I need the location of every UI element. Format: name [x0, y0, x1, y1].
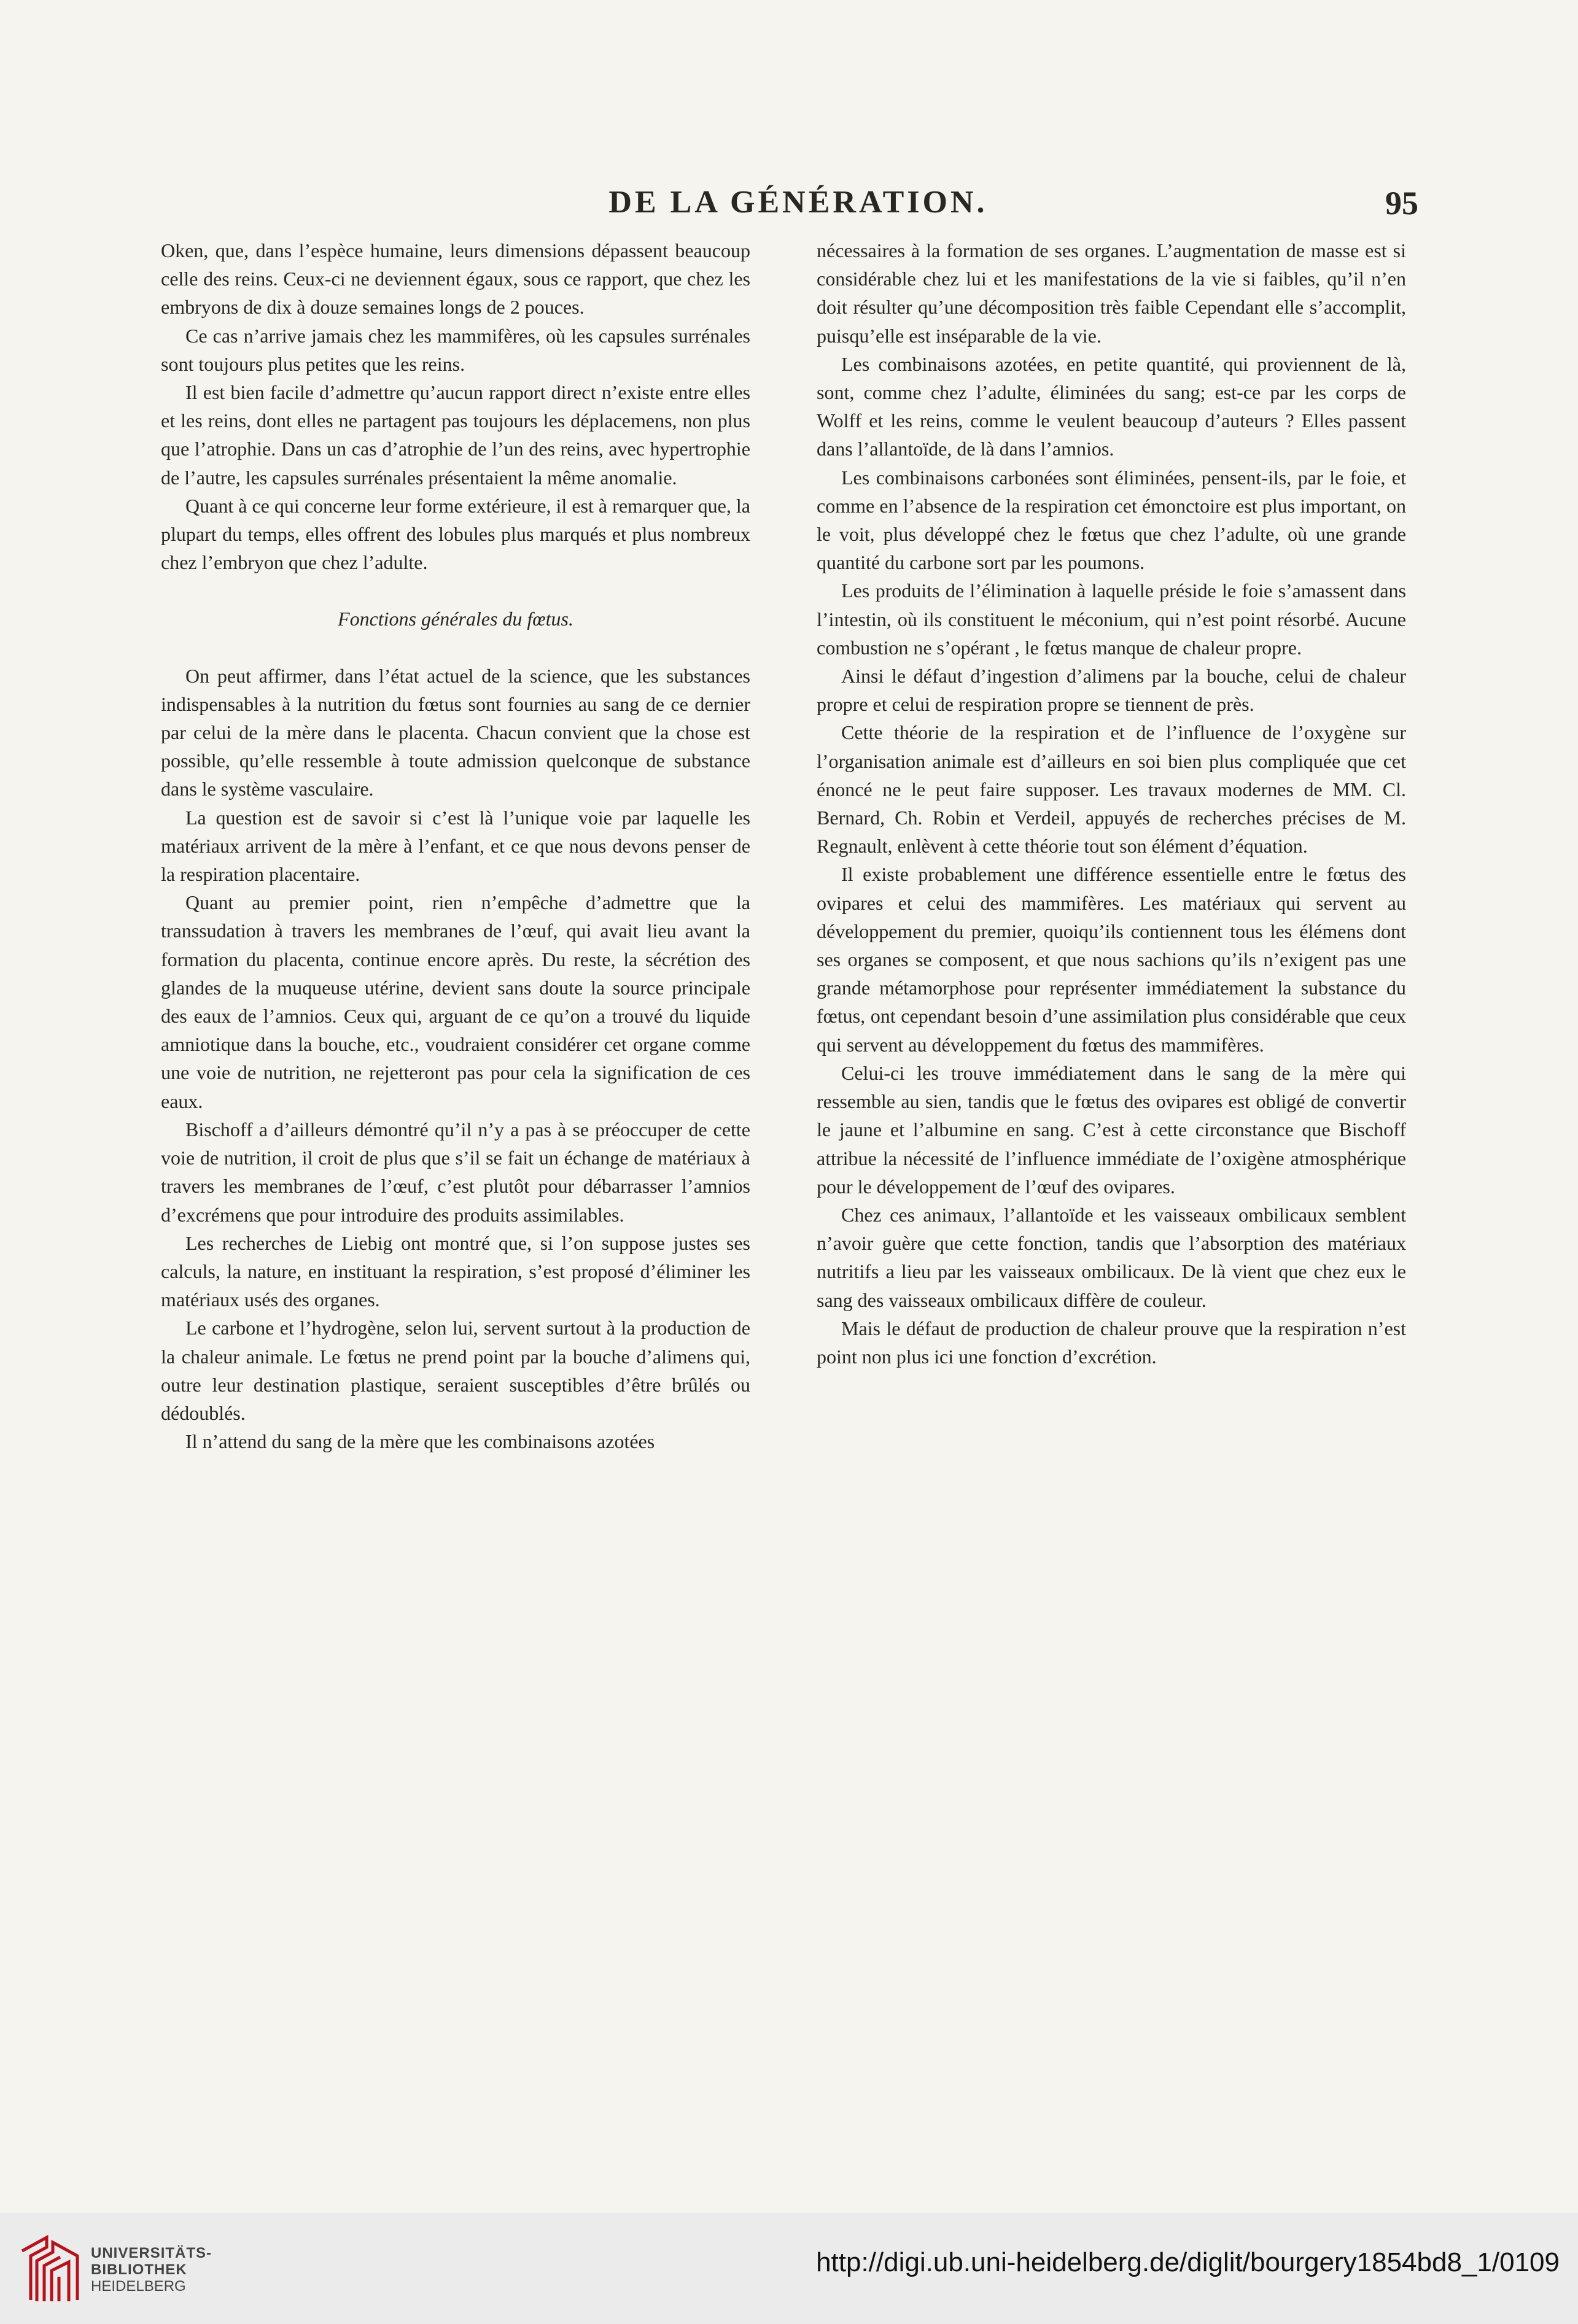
- running-header-title: DE LA GÉNÉRATION.: [608, 185, 988, 220]
- paragraph: Il est bien facile d’admettre qu’aucun rapport direct n’existe entre elles et les reins, dont elles ne partagent pas toujours les déplacemens, non plus que l’atrophie. Dans un cas d’atrophie de l’un des reins, avec hypertrophie de l’autre, les capsules surrénales présentaient la même anomalie.: [161, 381, 750, 489]
- paragraph: Ce cas n’arrive jamais chez les mammifères, où les capsules surrénales sont toujours plus petites que les reins.: [161, 324, 750, 375]
- paragraph: Quant au premier point, rien n’empêche d’admettre que la transsudation à travers les membranes de l’œuf, qui avait lieu avant la formation du placenta, continue encore après. Du reste, la sécrétion des glandes de la muqueuse utérine, devient sans doute la source principale des eaux de l’amnios. Ceux qui, arguant de ce qu’on a trouvé du liquide amniotique dans la bouche, etc., voudraient considérer cet organe comme une voie de nutrition, ne rejetteront pas pour cela la signification de ces eaux.: [161, 891, 750, 1112]
- paragraph: Les produits de l’élimination à laquelle préside le foie s’amassent dans l’intestin, où ils constituent le méconium, qui n’est point résorbé. Aucune combustion ne s’opérant , le fœtus manque de chaleur propre.: [817, 579, 1406, 659]
- paragraph: Quant à ce qui concerne leur forme extérieure, il est à remarquer que, la plupart du temps, elles offrent des lobules plus marqués et plus nombreux chez l’embryon que chez l’adulte.: [161, 494, 750, 574]
- paragraph: Oken, que, dans l’espèce humaine, leurs dimensions dépassent beaucoup celle des reins. Ceux-ci ne deviennent égaux, sous ce rapport, que chez les embryons de dix à douze semaines longs de 2 pouces.: [161, 239, 750, 319]
- library-name-line: BIBLIOTHEK: [91, 2261, 187, 2278]
- library-name-line: HEIDELBERG: [91, 2278, 186, 2295]
- footer-bar: [0, 2213, 1578, 2324]
- citation-url-link[interactable]: http://digi.ub.uni-heidelberg.de/diglit/bourgery1854bd8_1/0109: [816, 2247, 1560, 2277]
- paragraph: nécessaires à la formation de ses organes. L’augmentation de masse est si considérable chez lui et les manifestations de la vie si faibles, qu’il n’en doit résulter qu’une décomposition très faible Cependant elle s’accomplit, puisqu’elle est inséparable de la vie.: [817, 239, 1406, 347]
- paragraph: Il existe probablement une différence essentielle entre le fœtus des ovipares et celui des mammifères. Les matériaux qui servent au développement du premier, quoiqu’ils contiennent tous les élémens dont ses organes se composent, et que nous sachions qu’ils n’exigent pas une grande métamorphose pour représenter immédiatement la substance du fœtus, ont cependant besoin d’une assimilation plus considérable que ceux qui servent au développement du fœtus des mammifères.: [817, 863, 1406, 1056]
- paragraph: Bischoff a d’ailleurs démontré qu’il n’y a pas à se préoccuper de cette voie de nutrition, il croit de plus que s’il se fait un échange de matériaux à travers les membranes de l’œuf, c’est plutôt pour débarrasser l’amnios d’excrémens que pour introduire des produits assimilables.: [161, 1118, 750, 1226]
- paragraph: La question est de savoir si c’est là l’unique voie par laquelle les matériaux arrivent de la mère à l’enfant, et ce que nous devons penser de la respiration placentaire.: [161, 806, 750, 886]
- paragraph: Les combinaisons carbonées sont éliminées, pensent-ils, par le foie, et comme en l’absence de la respiration cet émonctoire est plus important, on le voit, plus développé chez le fœtus que chez l’adulte, où une grande quantité du carbone sort par les poumons.: [817, 466, 1406, 574]
- right-text-column: [817, 236, 1406, 1371]
- paragraph: On peut affirmer, dans l’état actuel de la science, que les substances indispensables à la nutrition du fœtus sont fournies au sang de ce dernier par celui de la mère dans le placenta. Chacun convient que la chose est possible, qu’elle ressemble à toute admission quelconque de substance dans le système vasculaire.: [161, 664, 750, 800]
- paragraph: Cette théorie de la respiration et de l’influence de l’oxygène sur l’organisation animale est d’ailleurs en soi bien plus compliquée que cet énoncé ne le peut faire supposer. Les travaux modernes de MM. Cl. Bernard, Ch. Robin et Verdeil, appuyés de recherches précises de M. Regnault, enlèvent à cette théorie tout son élément d’équation.: [817, 721, 1406, 858]
- paragraph: Il n’attend du sang de la mère que les combinaisons azotées: [185, 1430, 655, 1453]
- page-number: 95: [1385, 185, 1418, 222]
- paragraph: Ainsi le défaut d’ingestion d’alimens par la bouche, celui de chaleur propre et celui de respiration propre se tiennent de près.: [817, 665, 1406, 716]
- paragraph: Chez ces animaux, l’allantoïde et les vaisseaux ombilicaux semblent n’avoir guère que cette fonction, tandis que l’absorption des matériaux nutritifs a lieu par les vaisseaux ombilicaux. De là vient que chez eux le sang des vaisseaux ombilicaux diffère de couleur.: [817, 1203, 1406, 1311]
- paragraph: Celui-ci les trouve immédiatement dans le sang de la mère qui ressemble au sien, tandis que le fœtus des ovipares est obligé de convertir le jaune et l’albumine en sang. C’est à cette circonstance que Bischoff attribue la nécessité de l’influence immédiate de l’oxigène atmosphérique pour le développement de l’œuf des ovipares.: [817, 1061, 1406, 1198]
- left-text-column: [161, 236, 750, 1455]
- library-logo-icon: [16, 2233, 84, 2306]
- paragraph: Mais le défaut de production de chaleur prouve que la respiration n’est point non plus ici une fonction d’excrétion.: [817, 1317, 1406, 1368]
- library-name-line: UNIVERSITÄTS-: [91, 2245, 212, 2261]
- paragraph: Le carbone et l’hydrogène, selon lui, servent surtout à la production de la chaleur animale. Le fœtus ne prend point par la bouche d’alimens qui, outre leur destination plastique, seraient susceptibles d’être brûlés ou dédoublés.: [161, 1317, 750, 1424]
- library-name: [91, 2245, 212, 2295]
- section-heading: Fonctions générales du fœtus.: [338, 608, 573, 630]
- paragraph: Les recherches de Liebig ont montré que, si l’on suppose justes ses calculs, la nature, en instituant la respiration, s’est proposé d’éliminer les matériaux usés des organes.: [161, 1231, 750, 1311]
- paragraph: Les combinaisons azotées, en petite quantité, qui proviennent de là, sont, comme chez l’adulte, éliminées du sang; est-ce par les corps de Wolff et les reins, comme le veulent beaucoup d’auteurs ? Elles passent dans l’allantoïde, de là dans l’amnios.: [817, 352, 1406, 460]
